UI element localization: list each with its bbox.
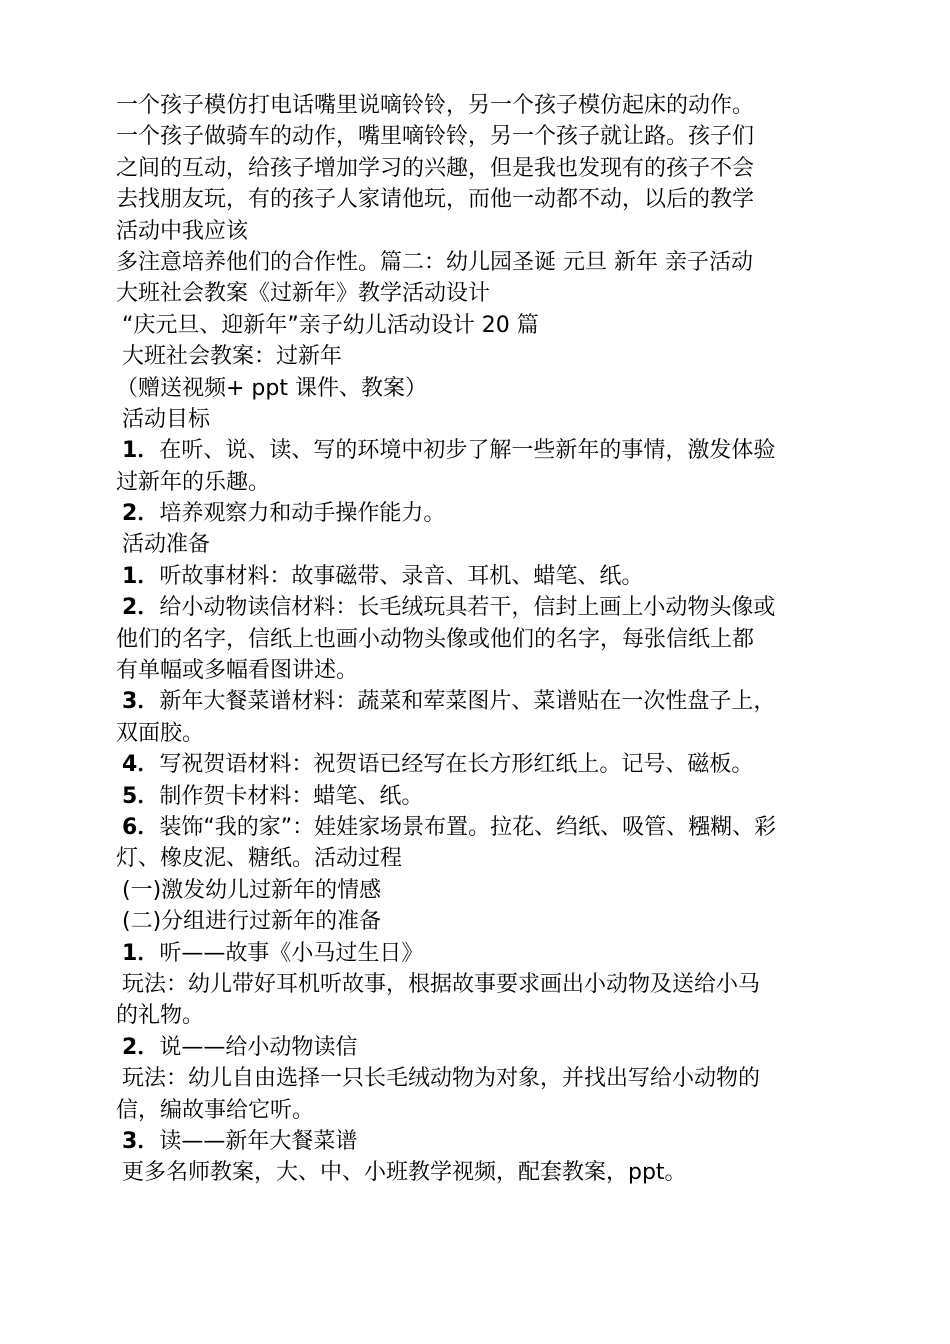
list-text: 听——故事《小马过生日》	[159, 940, 424, 966]
text-line: 玩法：幼儿自由选择一只长毛绒动物为对象，并找出写给小动物的	[122, 1066, 761, 1092]
step-heading: (二)分组进行过新年的准备	[122, 909, 382, 935]
list-item	[116, 592, 846, 623]
text-line: 的礼物。	[116, 1003, 205, 1029]
list-text: 新年大餐菜谱材料：蔬菜和荤菜图片、菜谱贴在一次性盘子上，	[159, 689, 776, 715]
section-heading-preparation: 活动准备	[122, 532, 211, 558]
list-text: 培养观察力和动手操作能力。	[159, 501, 446, 527]
document-subtitle: “庆元旦、迎新年”亲子幼儿活动设计 20 篇	[122, 312, 539, 338]
text-line: 有单幅或多幅看图讲述。	[116, 658, 359, 684]
list-item	[116, 749, 846, 780]
text-line: 信，编故事给它听。	[116, 1097, 315, 1123]
list-item	[116, 1032, 846, 1063]
text-line: 玩法：幼儿带好耳机听故事，根据故事要求画出小动物及送给小马	[122, 971, 761, 997]
list-text: 写祝贺语材料：祝贺语已经写在长方形红纸上。记号、磁板。	[159, 752, 754, 778]
document-body	[116, 90, 846, 1189]
list-item	[116, 1126, 846, 1157]
list-text: 读——新年大餐菜谱	[159, 1128, 358, 1154]
text-line: 多注意培养他们的合作性。篇二：幼儿园圣诞 元旦 新年 亲子活动	[116, 249, 753, 275]
text-line: 过新年的乐趣。	[116, 469, 271, 495]
list-number: 3．	[122, 689, 160, 715]
list-number: 2．	[122, 501, 160, 527]
list-number: 1．	[122, 438, 160, 464]
list-item	[116, 435, 846, 466]
lesson-title: 大班社会教案：过新年	[122, 344, 343, 370]
section-heading-goals: 活动目标	[122, 406, 211, 432]
text-line: 他们的名字，信纸上也画小动物头像或他们的名字，每张信纸上都	[116, 626, 755, 652]
text-line: 灯、橡皮泥、糖纸。活动过程	[116, 846, 403, 872]
list-number: 5．	[122, 783, 160, 809]
list-item	[116, 938, 846, 969]
text-line: 之间的互动，给孩子增加学习的兴趣，但是我也发现有的孩子不会	[116, 155, 755, 181]
text-line: 去找朋友玩，有的孩子人家请他玩，而他一动都不动，以后的教学	[116, 187, 755, 213]
list-number: 2．	[122, 1034, 160, 1060]
list-text: 听故事材料：故事磁带、录音、耳机、蜡笔、纸。	[159, 563, 644, 589]
list-text: 制作贺卡材料：蜡笔、纸。	[159, 783, 424, 809]
list-number: 2．	[122, 595, 160, 621]
list-text: 在听、说、读、写的环境中初步了解一些新年的事情，激发体验	[159, 438, 776, 464]
text-line: 大班社会教案《过新年》教学活动设计	[116, 281, 491, 307]
text-line: 双面胶。	[116, 720, 205, 746]
list-text: 给小动物读信材料：长毛绒玩具若干，信封上画上小动物头像或	[159, 595, 776, 621]
promo-line: 更多名师教案，大、中、小班教学视频，配套教案，ppt。	[122, 1160, 687, 1186]
list-text: 装饰“我的家”：娃娃家场景布置。拉花、绉纸、吸管、糨糊、彩	[159, 814, 777, 840]
list-number: 3．	[122, 1128, 160, 1154]
step-heading: (一)激发幼儿过新年的情感	[122, 877, 382, 903]
bonus-note: （赠送视频+ ppt 课件、教案）	[116, 375, 427, 401]
list-number: 4．	[122, 752, 160, 778]
list-item	[116, 686, 846, 717]
list-item	[116, 498, 846, 529]
text-line: 活动中我应该	[116, 218, 249, 244]
list-item	[116, 561, 846, 592]
list-number: 1．	[122, 563, 160, 589]
list-text: 说——给小动物读信	[159, 1034, 358, 1060]
list-number: 1．	[122, 940, 160, 966]
list-item	[116, 812, 846, 843]
list-number: 6．	[122, 814, 160, 840]
text-line: 一个孩子做骑车的动作，嘴里嘀铃铃，另一个孩子就让路。孩子们	[116, 124, 755, 150]
text-line: 一个孩子模仿打电话嘴里说嘀铃铃，另一个孩子模仿起床的动作。	[116, 93, 755, 118]
list-item	[116, 781, 846, 812]
